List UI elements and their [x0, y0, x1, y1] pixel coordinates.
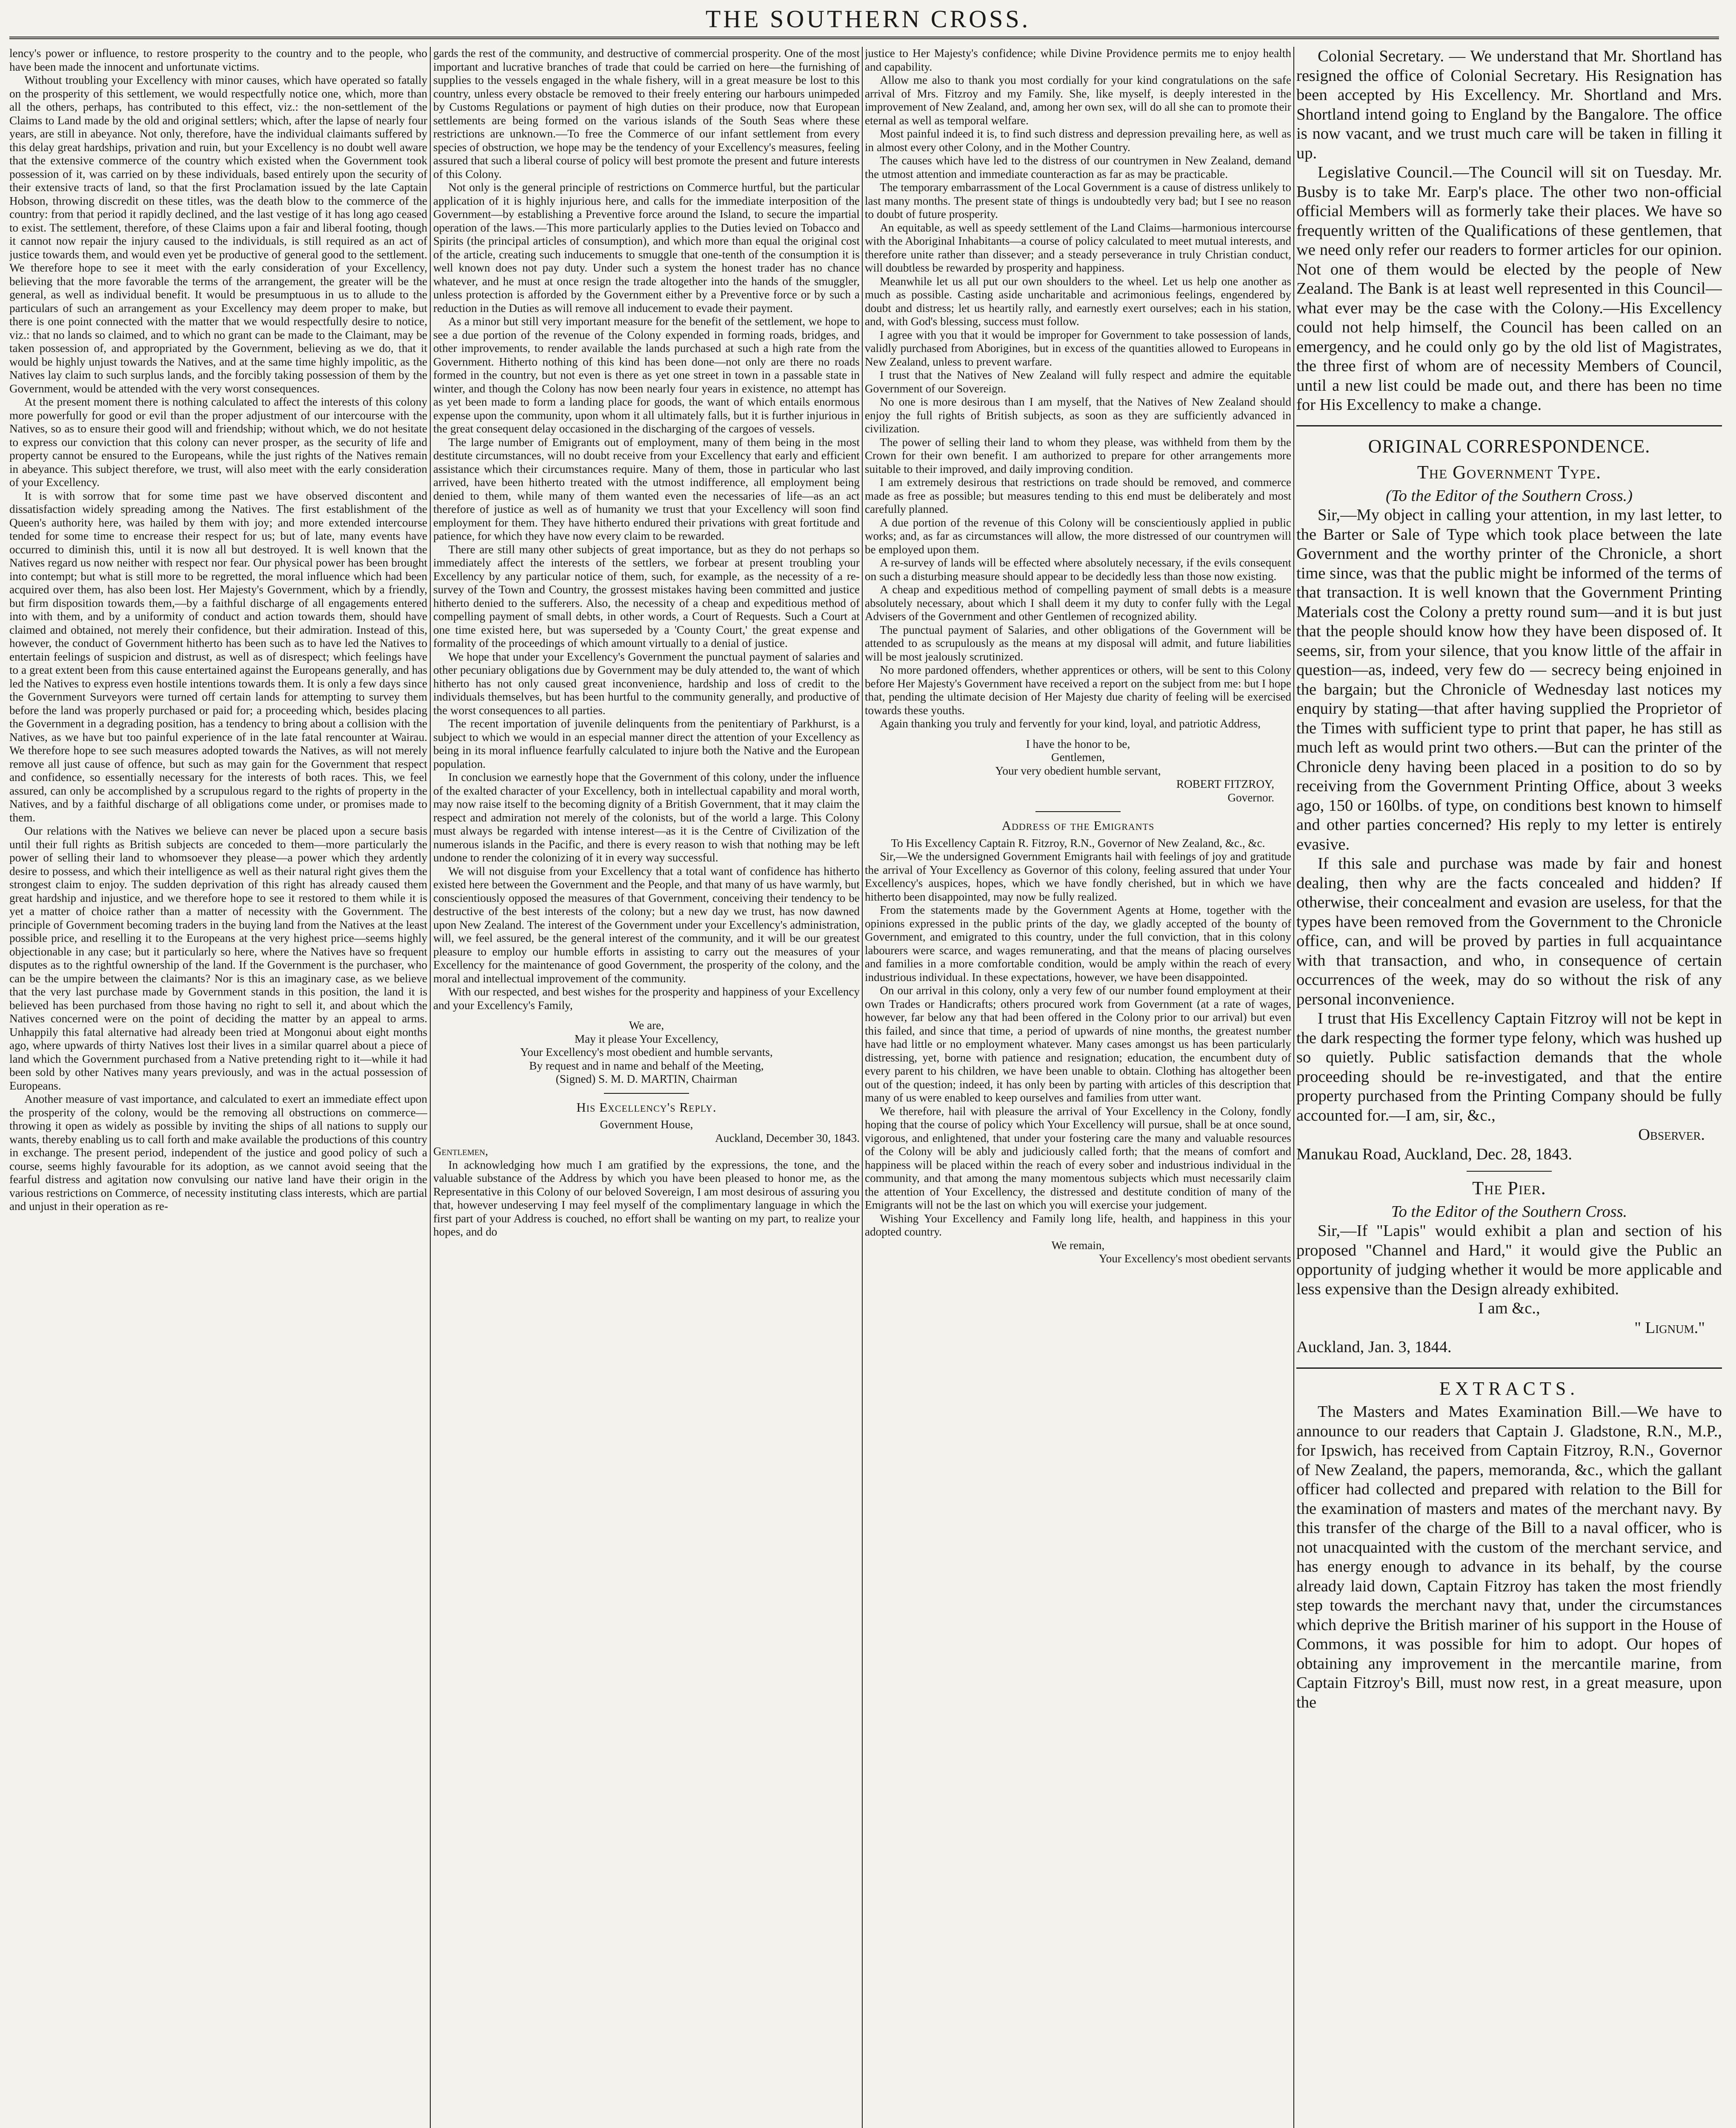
masthead-rule [9, 37, 1719, 42]
paragraph: No one is more desirous than I am myself, that the Natives of New Zealand should enjoy the full rights of British subjects, as soon as they are sufficiently advanced in civilization. [865, 395, 1291, 435]
paragraph: Allow me also to thank you most cordially for your kind congratulations on the safe arrival of Mrs. Fitzroy and my Family. She, like myself, is deeply interested in the improvement of New Zealand, and, among her own sex, will do all she can to promote their eternal as well as temporal welfare. [865, 74, 1291, 127]
closing-line: Your very obedient humble servant, [995, 764, 1161, 777]
paragraph: The punctual payment of Salaries, and other obligations of the Government will be attended to as scrupulously as the means at my disposal will admit, and future liabilities will be most jealously scrutinized. [865, 623, 1291, 663]
masthead: THE SOUTHERN CROSS. [705, 5, 1031, 33]
column-2 [433, 47, 860, 2128]
paragraph: I trust that His Excellency Captain Fitzroy will not be kept in the dark respecting the former type felony, which was hushed up so quietly. Public satisfaction demands that the whole proceeding should be re-investigated, and that the entire property purchased from the Printing Company should be fully accounted for.—I am, sir, &c., [1296, 1010, 1722, 1124]
address-to: To the Editor of the Southern Cross. [1391, 1202, 1627, 1221]
paragraph: I agree with you that it would be improper for Government to take possession of lands, validly purchased from Aborigines, but in excess of the quantities allowed to Europeans in New Zealand, unless to prevent warfare. [865, 328, 1291, 368]
closing-line: I am &c., [1478, 1299, 1540, 1317]
paragraph: Sir,—My object in calling your attention, in my last letter, to the Barter or Sale of Type which took place between the late Government and the worthy printer of the Chronicle, a short time since, was that the public might be informed of the terms of that transaction. It is well known that the Government Printing Materials cost the Colony a pretty round sum—and it is but just that the people should know how they have been disposed of. It seems, sir, from your silence, that you know little of the affair in question—as, indeed, very few do — secrecy being enjoined in the bargain; but the Chronicle of Wednesday last notices my enquiry by stating—that after having supplied the Proprietor of the Times with sufficient type to print that paper, he has still as much left as would print two others.—But can the printer of the Chronicle deny having been placed in a position to do so by receiving from the Government Printing Office, about 3 weeks ago, 150 or 160lbs. of type, on conditions best known to himself and other parties concerned? His reply to my letter is entirely evasive. [1296, 506, 1722, 853]
paragraph: Colonial Secretary. — We understand that Mr. Shortland has resigned the office of Colonial Secretary. His Resignation has been accepted by His Excellency. Mr. Shortland and Mrs. Shortland intend going to England by the Bangalore. The office is now vacant, and we trust much care will be taken in filling it up. [1296, 47, 1722, 162]
closing-line: Your Excellency's most obedient and humble servants, [520, 1046, 773, 1058]
address-to: To His Excellency Captain R. Fitzroy, R.N., Governor of New Zealand, &c., &c. [891, 836, 1265, 849]
paragraph: There are still many other subjects of great importance, but as they do not perhaps so immediately affect the interests of the settlers, we forbear at present troubling your Excellency by any particular notice of them, such, for example, as the necessity of a re-survey of the Town and Country, the grossest mistakes having been committed and justice hitherto denied to the sufferers. Also, the necessity of a cheap and expeditious method of compelling payment of small debts, in other words, a Court of Requests. Such a Court at one time existed here, but was superseded by a 'County Court,' the great expense and formality of the proceedings of which amount virtually to a denial of justice. [433, 543, 860, 649]
signature-title: Governor. [1227, 791, 1274, 804]
subsection-heading: The Pier. [1472, 1178, 1546, 1198]
signature: (Signed) S. M. D. MARTIN, Chairman [555, 1073, 738, 1085]
dateline: Government House, [600, 1118, 693, 1131]
paragraph: A re-survey of lands will be effected where absolutely necessary, if the evils consequent on such a disturbing measure should appear to be decidedly less than those now existing. [865, 556, 1291, 583]
paragraph: gards the rest of the community, and destructive of commercial prosperity. One of the most important and lucrative branches of trade that could be carried on here—the furnishing of supplies to the vessels engaged in the whale fishery, will in a great measure be lost to this country, unless every obstacle be removed to their freely entering our harbours unimpeded by Customs Regulations or payment of high duties on their produce, now that European settlements are being formed on the various islands of the South Seas where these restrictions are unknown.—To free the Commerce of our infant settlement from every species of obstruction, we hope may be the tendency of your Excellency's measures, feeling assured that such a liberal course of policy will best promote the present and future interests of this Colony. [433, 47, 860, 180]
paragraph: Meanwhile let us all put our own shoulders to the wheel. Let us help one another as much as possible. Casting aside uncharitable and acrimonious feelings, engendered by doubt and distress; let us heartily rally, and earnestly exert ourselves; each in his station, and, with God's blessing, success must follow. [865, 275, 1291, 328]
paragraph: We therefore, hail with pleasure the arrival of Your Excellency in the Colony, fondly hoping that the course of policy which Your Excellency will pursue, shall be at once sound, vigorous, and enlightened, that under your fostering care the many and valuable resources of the Colony will be ably and judiciously called forth; that the means of comfort and happiness will be placed within the reach of every sober and industrious individual in the community, and that among the many momentous subjects which must necessarily claim the attention of Your Excellency, the distressed and destitute condition of many of the Emigrants will not be the last on which you will exercise your judgement. [865, 1104, 1291, 1211]
section-heading: His Excellency's Reply. [576, 1099, 717, 1115]
signature: " Lignum." [1634, 1319, 1705, 1337]
paragraph: Legislative Council.—The Council will sit on Tuesday. Mr. Busby is to take Mr. Earp's place. The other two non-official official Members will as formerly take their places. We have so frequently written of the Qualifications of these gentlemen, that we need only refer our readers to former articles for our opinion. Not one of them would be elected by the people of New Zealand. The Bank is at least well represented in this Council—what ever may be the case with the Colony.—His Excellency could not help himself, the Council has been called on an emergency, and he could only go by the old list of Magistrates, the three first of whom are of necessity Members of Council, until a new list could be made out, and there has been no time for His Excellency to make a change. [1296, 163, 1722, 414]
paragraph: A due portion of the revenue of this Colony will be conscientiously applied in public works; and, as far as circumstances will allow, the more distressed of our countrymen will be employed upon them. [865, 516, 1291, 556]
closing-line: By request and in name and behalf of the Meeting, [529, 1059, 764, 1072]
dateline: Manukau Road, Auckland, Dec. 28, 1843. [1296, 1145, 1572, 1163]
column-3 [865, 47, 1291, 2128]
paragraph: Most painful indeed it is, to find such distress and depression prevailing here, as well as in almost every other Colony, and in the Mother Country. [865, 127, 1291, 154]
subsection-heading: The Government Type. [1417, 462, 1602, 483]
signature: Observer. [1638, 1126, 1705, 1144]
column-rule [430, 47, 431, 2128]
paragraph: justice to Her Majesty's confidence; while Divine Providence permits me to enjoy health and capability. [865, 47, 1291, 73]
paragraph: The causes which have led to the distress of our countrymen in New Zealand, demand the utmost attention and immediate counteraction as far as may be practicable. [865, 154, 1291, 180]
paragraph: lency's power or influence, to restore prosperity to the country and to the people, who have been made the innocent and unfortunate victims. [9, 47, 427, 73]
paragraph: In conclusion we earnestly hope that the Government of this colony, under the influence of the exalted character of your Excellency, both in intellectual capability and moral worth, may now raise itself to the becoming dignity of a British Government, that it may claim the respect and admiration not merely of the colonists, but of the world a large. This Colony must always be regarded with intense interest—as it is the Centre of Civilization of the numerous islands in the Pacific, and there is every reason to wish that nothing may be left undone to render the colonizing of it in every way successful. [433, 771, 860, 864]
closing-line: We are, [629, 1019, 664, 1032]
paragraph: In acknowledging how much I am gratified by the expressions, the tone, and the valuable substance of the Address by which you have been pleased to honor me, as the Representative in this Colony of our beloved Sovereign, I am most desirous of assuring you that, however undeserving I may feel myself of the complimentary language in which the first part of your Address is couched, no effort shall be wanting on my part, to realize your hopes, and do [433, 1158, 860, 1238]
paragraph: With our respected, and best wishes for the prosperity and happiness of your Excellency and your Excellency's Family, [433, 985, 860, 1012]
signature: ROBERT FITZROY, [1176, 778, 1274, 790]
paragraph: A cheap and expeditious method of compelling payment of small debts is a measure absolutely necessary, about which I shall deem it my duty to confer fully with the Legal Advisers of the Government and other Gentlemen of recognized ability. [865, 583, 1291, 623]
dateline: Auckland, Jan. 3, 1844. [1296, 1338, 1452, 1356]
paragraph: The Masters and Mates Examination Bill.—We have to announce to our readers that Captain J. Gladstone, R.N., M.P., for Ipswich, has received from Captain Fitzroy, R.N., Governor of New Zealand, the papers, memoranda, &c., which the gallant officer had collected and prepared with relation to the Bill for the examination of masters and mates of the merchant navy. By this transfer of the charge of the Bill to a naval officer, who is not unacquainted with the custom of the merchant service, and has energy enough to advance in its behalf, by the course already laid down, Captain Fitzroy has taken the most friendly step towards the merchant navy that, under the circumstances which deprive the British mariner of his support in the House of Commons, it was possible for him to adopt. Our hopes of obtaining any improvement in the mercantile marine, from Captain Fitzroy's Bill, must now rest, in a great measure, upon the [1296, 1403, 1722, 1711]
paragraph: From the statements made by the Government Agents at Home, together with the opinions expressed in the public prints of the day, we gladly accepted of the bounty of Government, and emigrated to this country, under the full conviction, that in this colony labourers were scarce, and wages remunerating, and that the means of placing ourselves and families in a more comfortable condition, would be amply within the reach of every industrious individual. In these expectations, however, we have been disappointed. [865, 904, 1291, 984]
column-1 [9, 47, 427, 2128]
paragraph: The power of selling their land to whom they please, was withheld from them by the Crown for their own benefit. I am authorized to prepare for other arrangements more suitable to their improved, and daily improving condition. [865, 435, 1291, 475]
paragraph: Sir,—If "Lapis" would exhibit a plan and section of his proposed "Channel and Hard," it would give the Public an opportunity of judging whether it would be more applicable and less expensive than the Design already exhibited. [1296, 1222, 1722, 1298]
paragraph: If this sale and purchase was made by fair and honest dealing, then why are the facts concealed and hidden? If otherwise, their concealment and evasion are useless, for that the types have been removed from the Government to the Chronicle office, can, and will be proved by parties in full acquaintance with that transaction, and who, in consequence of certain occurrences of the week, may do so without the risk of any personal inconvenience. [1296, 855, 1722, 1008]
paragraph: I am extremely desirous that restrictions on trade should be removed, and commerce made as free as possible; but measures tending to this end must be deliberately and most carefully planned. [865, 476, 1291, 515]
paragraph: We hope that under your Excellency's Government the punctual payment of salaries and other pecuniary obligations due by Government may be duly attended to, the want of which hitherto has not only caused great inconvenience, hardship and loss of credit to the individuals themselves, but has been hurtful to the community generally, and productive of the worst consequences to all parties. [433, 650, 860, 717]
paragraph: We will not disguise from your Excellency that a total want of confidence has hitherto existed here between the Government and the People, and that many of us have warmly, but conscientiously opposed the measures of that Government, conceiving their tendency to be destructive of the best interests of the colony; but a new day we trust, has now dawned upon New Zealand. The interest of the Government under your Excellency's administration, will, we feel assured, be the general interest of the community, and it will be our greatest pleasure to employ our humble efforts in assisting to carry out the measures of your Excellency for the maintenance of good Government, the prosperity of the colony, and the moral and intellectual improvement of the community. [433, 864, 860, 985]
column-rule [862, 47, 863, 2128]
paragraph: Wishing Your Excellency and Family long life, health, and happiness in this your adopted country. [865, 1212, 1291, 1238]
column-4 [1296, 47, 1722, 2128]
section-heading: Address of the Emigrants [1001, 818, 1155, 833]
column-rule [1293, 47, 1294, 2128]
paragraph: It is with sorrow that for some time past we have observed discontent and dissatisfaction widely spreading among the Natives. The first establishment of the Queen's authority here, was hailed by them with joy; and more extended intercourse tended for some time to encrease their respect for us; but of late, many events have occurred to diminish this, until it is now all but destroyed. It is well known that the Natives regard us now neither with respect nor fear. Our physical power has been brought into contempt; but what is still more to be regretted, the moral influence which had been acquired over them, has also been lost. Her Majesty's Government, which by a friendly, but firm disposition towards them,—by a faithful discharge of all engagements entered into with them, and by a uniformity of conduct and action towards them, should have claimed and obtained, not merely their confidence, but their admiration. Instead of this, however, the conduct of Government hitherto has been such as to have led the Natives to entertain feelings of suspicion and distrust, as well as of disrespect; which feelings have to a great extent been from this cause entertained against the Europeans generally, and has led the Natives to express even hostile intentions towards them. It is only a few days since the Government Surveyors were turned off certain lands for attempting to survey them before the land was properly purchased or paid for; a proceeding which, besides placing the Government in a degrading position, has a tendency to bring about a collision with the Natives, as we have but too painful experience of in the late fatal rencounter at Wairau. We therefore hope to see such measures adopted towards the Natives, as will not merely remove all just cause of offence, but such as may gain for the Government that respect and confidence, so essentially necessary for the interests of both races. This, we feel assured, can only be accomplished by a scrupulous regard to the rights of property in the Natives, and by a faithful discharge of all obligations come under, or promises made to them. [9, 489, 427, 824]
section-heading: ORIGINAL CORRESPONDENCE. [1368, 435, 1650, 457]
paragraph: As a minor but still very important measure for the benefit of the settlement, we hope to see a due portion of the revenue of the Colony expended in forming roads, bridges, and other improvements, to render available the lands purchased at such a high rate from the Government. Hitherto nothing of this kind has been done—not only are there no roads formed in the country, but not even is there as yet one street in town in a passable state in winter, and though the Colony has now been nearly four years in existence, no attempt has as yet been made to form a landing place for goods, the want of which entails enormous expense upon the community, upon whom it all ultimately falls, but it is further injurious in the great consequent delay occasioned in the discharging of the cargoes of vessels. [433, 315, 860, 435]
paragraph: Our relations with the Natives we believe can never be placed upon a secure basis until their full rights as British subjects are conceded to them—more particularly the power of selling their land to whomsoever they please—a power which they ardently desire to possess, and which their intelligence as well as their natural right gives them the strongest claim to enjoy. The sudden deprivation of this right has already caused them great hardship and injustice, and we therefore hope to see it restored to them while it is yet a matter of choice rather than a matter of necessity with the Government. The principle of Government becoming traders in the buying land from the Natives at the least possible price, and reselling it to the Europeans at the very highest price—seems highly objectionable in any case; but it particularly so here, where the Natives have so frequent disputes as to the rightful ownership of the land. If the Government is the purchaser, who can be the umpire between the claimants? Nor is this an imaginary case, as we believe that the very last purchase made by Government stands in this position, the land it is believed has been purchased from those having no right to sell it, and about which the Natives concerned were on the point of deciding the matter by an appeal to arms. Unhappily this fatal alternative had already been tried at Mongonui about eight months ago, where upwards of thirty Natives lost their lives in a similar quarrel about a piece of land which the Government purchased from a Native pretending right to it—while it had been sold by other Natives many years previously, and was in the actual possession of Europeans. [9, 824, 427, 1092]
paragraph: No more pardoned offenders, whether apprentices or others, will be sent to this Colony before Her Majesty's Government have received a report on the subject from me: but I hope that, pending the ultimate decision of Her Majesty due charity of feeling will be exercised towards these youths. [865, 664, 1291, 717]
dateline: Auckland, December 30, 1843. [715, 1131, 860, 1144]
paragraph: At the present moment there is nothing calculated to affect the interests of this colony more powerfully for good or evil than the proper adjustment of our intercourse with the Natives, so as to ensure their good will and friendship; without which, we do not hesitate to express our conviction that this colony can never prosper, as the security of life and property cannot be ensured to the Europeans, while the just rights of the Natives remain in abeyance. This subject therefore, we trust, will also meet with the early consideration of your Excellency. [9, 395, 427, 489]
paragraph: An equitable, as well as speedy settlement of the Land Claims—harmonious intercourse with the Aboriginal Inhabitants—a course of policy calculated to meet mutual interests, and therefore unite rather than dissever; and a steady perseverance in truly Christian conduct, will doubtless be rewarded by prosperity and happiness. [865, 221, 1291, 274]
paragraph: Sir,—We the undersigned Government Emigrants hail with feelings of joy and gratitude the arrival of Your Excellency as Governor of this colony, feeling assured that under Your Excellency's auspices, hopes, which we have fondly cherished, but in which we have hitherto been disappointed, may now be fully realized. [865, 850, 1291, 903]
paragraph: Another measure of vast importance, and calculated to exert an immediate effect upon the prosperity of the colony, would be the removing all obstructions on commerce—throwing it open as widely as possible by inviting the ships of all nations to supply our wants, thereby enabling us to call forth and make available the productions of this country in exchange. The present period, independent of the justice and good policy of such a course, seems highly favourable for its adoption, as we cannot avoid seeing that the fearful distress and agitation now convulsing our native land have their origin in the various restrictions on Commerce, of necessity instituting class interests, which are partial and unjust in their operation as re- [9, 1093, 427, 1213]
closing-line: Gentlemen, [1051, 751, 1105, 764]
closing-line: I have the honor to be, [1026, 737, 1130, 750]
salutation: Gentlemen, [433, 1145, 488, 1158]
paragraph: Not only is the general principle of restrictions on Commerce hurtful, but the particular application of it is highly injurious here, and calls for the immediate interposition of the Government—by establishing a Preventive force around the Island, to secure the impartial operation of the laws.—This more particularly applies to the Duties levied on Tobacco and Spirits (the principal articles of consumption), and which more than equal the original cost of the article, creating such inducements to smuggle that one-tenth of the consumption it is well known does not pay duty. Under such a system the honest trader has no chance whatever, and he must at once resign the trade altogether into the hands of the smuggler, unless protection is afforded by the Government either by a Preventive force or by such a reduction in the Duties as will remove all inducement to evade their payment. [433, 181, 860, 315]
paragraph: The temporary embarrassment of the Local Government is a cause of distress unlikely to last many months. The present state of things is undoubtedly very bad; but I see no reason to doubt of future prosperity. [865, 181, 1291, 220]
section-heading: EXTRACTS. [1439, 1378, 1579, 1399]
paragraph: The recent importation of juvenile delinquents from the penitentiary of Parkhurst, is a subject to which we would in an especial manner direct the attention of your Excellency as being in its moral influence fearfully calculated to injure both the Native and the European population. [433, 717, 860, 770]
paragraph: On our arrival in this colony, only a very few of our number found employment at their own Trades or Handicrafts; others procured work from Government (at a rate of wages, however, far below any that had been offered in the Colony prior to our arrival) but even this failed, and since that time, a period of upwards of nine months, the greatest number have had little or no employment whatever. Many cases amongst us has been particularly distressing, yet, borne with patience and resignation; education, the encumbent duty of every parent to his children, we have been unable to obtain. Clothing has altogether been out of the question; indeed, it has only been by parting with articles of this description that many of us were enabled to keep ourselves and families from utter want. [865, 984, 1291, 1104]
closing-line: Your Excellency's most obedient servants [1098, 1252, 1291, 1265]
closing-line: May it please Your Excellency, [575, 1032, 718, 1045]
paragraph: Without troubling your Excellency with minor causes, which have operated so fatally on the prosperity of this settlement, we would respectfully notice one, which, more than all the others, perhaps, has contributed to this effect, viz.: the non-settlement of the Claims to Land made by the old and original settlers; which, after the lapse of nearly four years, are still in abeyance. Not only, therefore, have the individual claimants suffered by this delay great hardships, privation and ruin, but your Excellency is no doubt well aware that the extensive commerce of the country which existed when the Government took possession of it, was carried on by these individuals, based entirely upon the security of their extensive tracts of land, so that the first Proclamation issued by the late Captain Hobson, throwing discredit on these titles, was the death blow to the commerce of the country: from that period it rapidly declined, and the last vestige of it has long ago ceased to exist. The settlement, therefore, of these Claims upon a fair and liberal footing, though it cannot now repair the injury caused to the individuals, is still required as an act of justice towards them, and would even yet be productive of general good to the settlement. We therefore hope to see it meet with the early consideration of your Excellency, believing that the more favorable the terms of the arrangement, the greater will be the general, as well as individual benefit. It would be presumptuous in us to allude to the particulars of such an arrangement as your Excellency may deem proper to make, but there is one point connected with the matter that we would respectfully desire to notice, viz.: that no lands so claimed, and to which no grant can be made to the Claimant, may be taken possession of, and appropriated by the Government, believing as we do, that it would be highly unjust towards the Natives, and at the same time highly impolitic, as the Natives lay claim to such surplus lands, and the forcibly taking possession of them by the Government, would be attended with the very worst consequences. [9, 74, 427, 395]
paragraph: Again thanking you truly and fervently for your kind, loyal, and patriotic Address, [880, 717, 1261, 730]
closing-line: We remain, [1051, 1238, 1105, 1252]
paragraph: I trust that the Natives of New Zealand will fully respect and admire the equitable Government of our Sovereign. [865, 369, 1291, 395]
address-to: (To the Editor of the Southern Cross.) [1385, 486, 1633, 505]
paragraph: The large number of Emigrants out of employment, many of them being in the most destitute circumstances, will no doubt receive from your Excellency that early and efficient assistance which their circumstances require. Many of them, those in particular who last arrived, have been hitherto treated with the utmost indifference, all employment being denied to them, while many of them wanted even the necessaries of life—as an act therefore of justice as well as of humanity we trust that your Excellency will soon find employment for them. They have hitherto endured their privations with great fortitude and patience, for which they have now every claim to be rewarded. [433, 435, 860, 542]
